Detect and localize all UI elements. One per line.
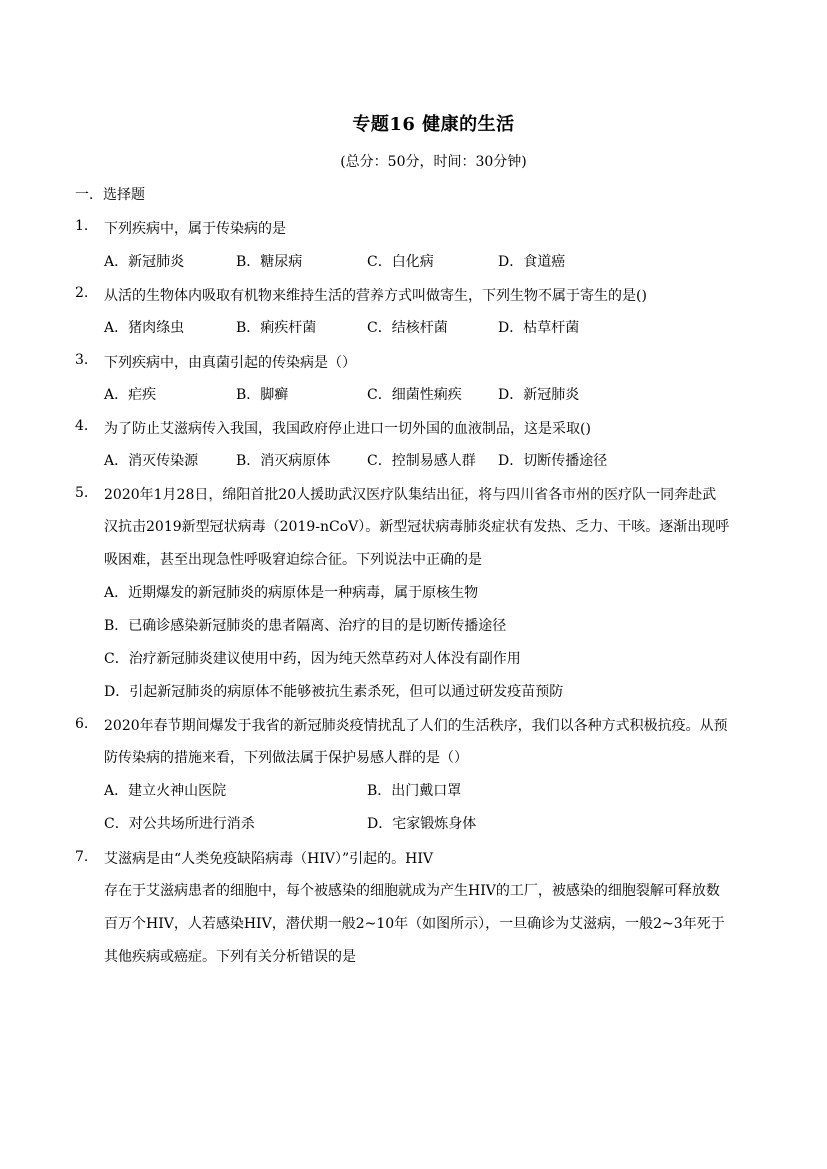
option-c: C．对公共场所进行消杀	[104, 816, 255, 832]
option-row	[104, 317, 764, 337]
option-c: C．控制易感人群	[367, 453, 476, 469]
option-b: B．痢疾杆菌	[236, 320, 317, 336]
question-number: 6.	[75, 716, 89, 732]
question-text-line: 防传染病的措施来看，下列做法属于保护易感人群的是（）	[104, 750, 468, 766]
option-c: C．细菌性痢疾	[367, 387, 462, 403]
question-text: 从活的生物体内吸取有机物来维持生活的营养方式叫做寄生，下列生物不属于寄生的是()	[104, 288, 647, 304]
question-text-line: 2020年春节期间爆发于我省的新冠肺炎疫情扰乱了人们的生活秩序，我们以各种方式积极抗疫。从预	[104, 718, 728, 734]
option-a: A．近期爆发的新冠肺炎的病原体是一种病毒，属于原核生物	[104, 585, 479, 601]
section-heading: 一．选择题	[75, 187, 145, 203]
option-a: A．建立火神山医院	[104, 783, 227, 799]
question-text-line: 其他疾病或癌症。下列有关分析错误的是	[104, 949, 356, 965]
question-number: 3.	[75, 352, 89, 368]
option-d: D．食道癌	[498, 254, 566, 270]
option-a: A．疟疾	[104, 387, 157, 403]
option-d: D．宅家锻炼身体	[367, 816, 477, 832]
question-text-line: 存在于艾滋病患者的细胞中，每个被感染的细胞就成为产生HIV的工厂，被感染的细胞裂解可释放数	[104, 883, 720, 899]
option-b: B．消灭病原体	[236, 453, 331, 469]
option-a: A．新冠肺炎	[104, 254, 185, 270]
question-number: 2.	[75, 285, 89, 301]
question-text: 为了防止艾滋病传入我国，我国政府停止进口一切外国的血液制品，这是采取()	[104, 421, 591, 437]
page-title: 专题16 健康的生活	[352, 114, 515, 135]
question-text-line: 艾滋病是由“人类免疫缺陷病毒（HIV）”引起的。HIV	[104, 851, 434, 867]
option-d: D．切断传播途径	[498, 453, 608, 469]
option-b: B．出门戴口罩	[367, 783, 462, 799]
option-d: D．引起新冠肺炎的病原体不能够被抗生素杀死，但可以通过研发疫苗预防	[104, 684, 564, 700]
option-c: C．结核杆菌	[367, 320, 448, 336]
question-text-line: 2020年1月28日，绵阳首批20人援助武汉医疗队集结出征，将与四川省各市州的医疗队一同奔赴武	[104, 487, 717, 503]
option-c: C．白化病	[367, 254, 434, 270]
question-text-line: 百万个HIV，人若感染HIV，潜伏期一般2~10年（如图所示），一旦确诊为艾滋病，一般2~3年死于	[104, 916, 725, 932]
option-row	[104, 384, 764, 404]
question-text-line: 汉抗击2019新型冠状病毒（2019-nCoV）。新型冠状病毒肺炎症状有发热、乏力、干咳。逐渐出现呼	[104, 519, 730, 535]
exam-info: (总分：50分，时间：30分钟)	[340, 154, 527, 170]
option-b: B．已确诊感染新冠肺炎的患者隔离、治疗的目的是切断传播途径	[104, 618, 507, 634]
option-a: A．猪肉绦虫	[104, 320, 185, 336]
option-d: D．枯草杆菌	[498, 320, 580, 336]
option-row	[104, 251, 764, 271]
option-row	[104, 780, 764, 800]
question-text-line: 吸困难，甚至出现急性呼吸窘迫综合征。下列说法中正确的是	[104, 552, 482, 568]
question-number: 4.	[75, 418, 89, 434]
option-b: B．糖尿病	[236, 254, 303, 270]
question-number: 5.	[75, 485, 89, 501]
option-a: A．消灭传染源	[104, 453, 199, 469]
option-row	[104, 450, 764, 470]
question-number: 1.	[75, 218, 89, 234]
option-d: D．新冠肺炎	[498, 387, 580, 403]
option-b: B．脚癣	[236, 387, 289, 403]
option-row	[104, 813, 764, 833]
option-c: C．治疗新冠肺炎建议使用中药，因为纯天然草药对人体没有副作用	[104, 651, 521, 667]
question-text: 下列疾病中，由真菌引起的传染病是（）	[104, 355, 356, 371]
question-number: 7.	[75, 849, 89, 865]
question-text: 下列疾病中，属于传染病的是	[104, 221, 286, 237]
